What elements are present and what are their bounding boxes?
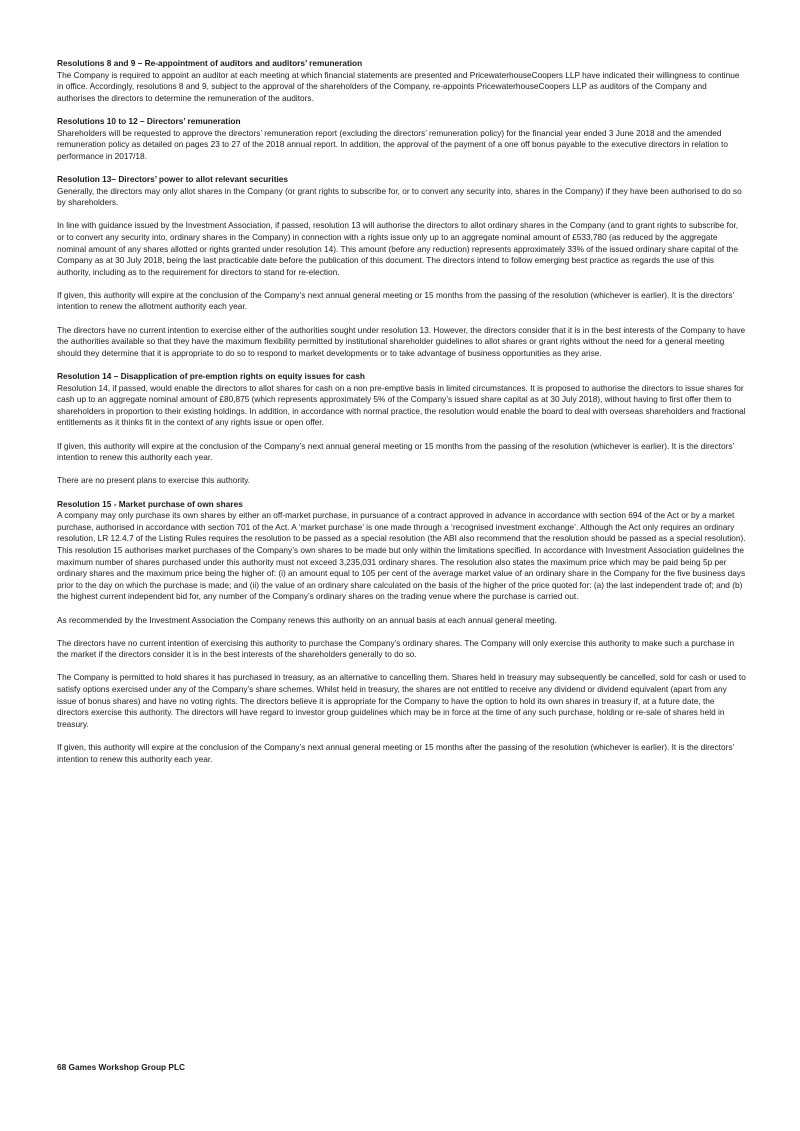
section-allot-securities bbox=[57, 174, 747, 360]
paragraph: As recommended by the Investment Association the Company renews this authority on an annual basis at each annual general meeting. bbox=[57, 614, 557, 625]
section-auditors bbox=[57, 58, 747, 104]
paragraph: If given, this authority will expire at the conclusion of the Company’s next annual general meeting or 15 months from the passing of the resolution (whichever is earlier). It is the directors’ intention to renew the allotment authority each year. bbox=[57, 289, 734, 312]
section-heading: Resolution 14 – Disapplication of pre-emption rights on equity issues for cash bbox=[57, 371, 365, 382]
section-heading: Resolution 13– Directors’ power to allot relevant securities bbox=[57, 173, 289, 184]
paragraph: Generally, the directors may only allot shares in the Company (or grant rights to subscribe for, or to convert any security into, shares in the Company) if they have been authorised to do so by shareholders. bbox=[57, 185, 742, 208]
paragraph: Resolution 14, if passed, would enable the directors to allot shares for cash on a non pre-emptive basis in limited circumstances. It is proposed to authorise the directors to issue shares for cash up to an aggregate nominal amount of £80,875 (which represents approximately 5% of the Company’s issued share capital as at 30 July 2018), without having to first offer them to shareholders in proportion to their existing holdings. In addition, in accordance with normal practice, the resolution would enable the board to deal with overseas shareholders and fractional entitlements as it thinks fit in the context of any rights issue or open offer. bbox=[57, 382, 746, 428]
paragraph: The Company is required to appoint an auditor at each meeting at which financial statements are presented and PricewaterhouseCoopers LLP have indicated their willingness to continue in office. Accordingly, resolutions 8 and 9, subject to the approval of the shareholders of the Company, re-appoints PricewaterhouseCoopers LLP as auditors of the Company and authorises the directors to determine the remuneration of the auditors. bbox=[57, 69, 740, 103]
section-pre-emption bbox=[57, 371, 747, 487]
paragraph: In line with guidance issued by the Investment Association, if passed, resolution 13 will authorise the directors to allot ordinary shares in the Company (and to grant rights to subscribe for, or to convert any security into, ordinary shares in the Company) in connection with a rights issue only up to an aggregate nominal amount of £533,780 (as reduced by the aggregate nominal amount of any shares allotted or rights granted under resolution 14). This amount (before any reduction) represents approximately 33% of the issued ordinary share capital of the Company as at 30 July 2018, being the last practicable date before the publication of this document. The directors intend to follow emerging best practice as regards the use of this authority, including as to the requirement for directors to stand for re-election. bbox=[57, 220, 739, 277]
paragraph: If given, this authority will expire at the conclusion of the Company’s next annual general meeting or 15 months after the passing of the resolution (whichever is earlier). It is the directors’ intention to renew this authority each year. bbox=[57, 742, 735, 764]
paragraph: Shareholders will be requested to approve the directors’ remuneration report (excluding the directors’ remuneration policy) for the financial year ended 3 June 2018 and the amended remuneration policy as detailed on pages 23 to 27 of the 2018 annual report. In addition, the approval of the payment of a one off bonus payable to the executive directors in relation to performance in 2017/18. bbox=[57, 127, 728, 161]
section-remuneration bbox=[57, 116, 747, 162]
section-heading: Resolution 15 - Market purchase of own shares bbox=[57, 498, 243, 509]
paragraph: The directors have no current intention to exercise either of the authorities sought under resolution 13. However, the directors consider that it is in the best interests of the Company to have the authorities available so that they have the maximum flexibility permitted by institutional shareholder guidelines to allot shares or grant rights without the need for a general meeting should they determine that it is appropriate to do so to respond to market developments or to take advantage of business opportunities as they arise. bbox=[57, 324, 746, 358]
section-heading: Resolutions 8 and 9 – Re-appointment of auditors and auditors’ remuneration bbox=[57, 58, 363, 68]
paragraph: The Company is permitted to hold shares it has purchased in treasury, as an alternative to cancelling them. Shares held in treasury may subsequently be cancelled, sold for cash or used to satisfy options exercised under any of the Company’s share schemes. Whilst held in treasury, the shares are not entitled to receive any dividend or dividend equivalent (apart from any issue of bonus shares) and have no voting rights. The directors believe it is appropriate for the Company to have the option to hold its own shares in treasury if, at a future date, the directors exercise this authority. The directors will have regard to investor group guidelines which may be in force at the time of any such purchase, holding or re-sale of shares held in treasury. bbox=[57, 672, 746, 729]
section-heading: Resolutions 10 to 12 – Directors’ remuneration bbox=[57, 115, 241, 126]
paragraph: The directors have no current intention of exercising this authority to purchase the Company’s ordinary shares. The Company will only exercise this authority to make such a purchase in the market if the directors consider it is in the best interests of the shareholders generally to do so. bbox=[57, 637, 735, 660]
document-body bbox=[57, 58, 747, 777]
paragraph: If given, this authority will expire at the conclusion of the Company’s next annual general meeting or 15 months from the passing of the resolution (whichever is earlier). It is the directors’ intention to renew this authority each year. bbox=[57, 440, 734, 463]
section-market-purchase bbox=[57, 499, 747, 766]
paragraph: There are no present plans to exercise this authority. bbox=[57, 475, 251, 486]
page-footer: 68 Games Workshop Group PLC bbox=[57, 1062, 186, 1072]
paragraph: A company may only purchase its own shares by either an off-market purchase, in pursuance of a contract approved in advance in accordance with section 694 of the Act or by a market purchase, authorised in accordance with section 701 of the Act. A ‘market purchase’ is one made through a ‘recognised investment exchange’. Although the Act only requires an ordinary resolution, LR 12.4.7 of the Listing Rules requires the resolution to be passed as a special resolution (the ABI also recommend that the resolution should be passed as a special resolution). This resolution 15 authorises market purchases of the Company’s own shares to be made but only within the limitations specified. In accordance with Investment Association guidelines the maximum number of shares purchased under this authority must not exceed 3,235,031 ordinary shares. The resolution also states the maximum price which may be paid being 5p per ordinary shares and the maximum price being the higher of: (i) an amount equal to 105 per cent of the average market value of an ordinary share in the Company for the five business days prior to the day on which the purchase is made; and (ii) the value of an ordinary share calculated on the basis of the higher of the price quoted for: (a) the last independent trade of; and (b) the highest current independent bid for, any number of the Company’s ordinary shares on the trading venue where the purchase is carried out. bbox=[57, 510, 746, 602]
